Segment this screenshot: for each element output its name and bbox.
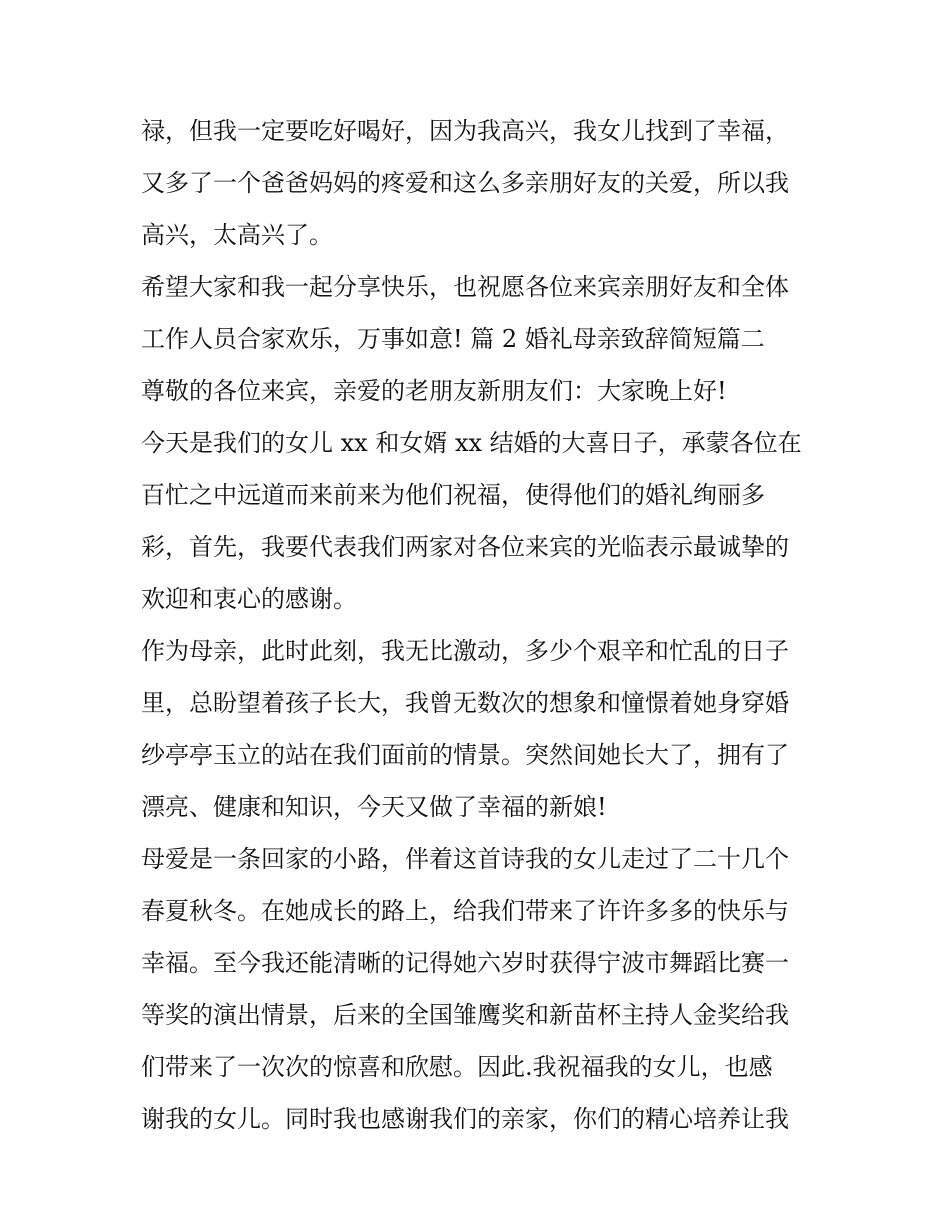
text-line: 禄，但我一定要吃好喝好，因为我高兴，我女儿找到了幸福，	[141, 117, 789, 145]
text-line: 幸福。至今我还能清晰的记得她六岁时获得宁波市舞蹈比赛一	[141, 949, 789, 977]
text-line: 高兴，太高兴了。	[141, 221, 333, 249]
text-line: 春夏秋冬。在她成长的路上，给我们带来了许许多多的快乐与	[141, 897, 789, 925]
text-line: 谢我的女儿。同时我也感谢我们的亲家，你们的精心培养让我	[141, 1105, 789, 1133]
text-line: 作为母亲，此时此刻，我无比激动，多少个艰辛和忙乱的日子	[141, 637, 789, 665]
text-line: 欢迎和衷心的感谢。	[141, 585, 357, 613]
text-line: 今天是我们的女儿 xx 和女婿 xx 结婚的大喜日子，承蒙各位在	[141, 429, 802, 457]
text-line: 希望大家和我一起分享快乐，也祝愿各位来宾亲朋好友和全体	[141, 273, 789, 301]
text-line: 纱亭亭玉立的站在我们面前的情景。突然间她长大了，拥有了	[141, 741, 789, 769]
text-line: 百忙之中远道而来前来为他们祝福，使得他们的婚礼绚丽多	[141, 481, 765, 509]
text-line: 又多了一个爸爸妈妈的疼爱和这么多亲朋好友的关爱，所以我	[141, 169, 789, 197]
text-line: 工作人员合家欢乐，万事如意! 篇 2 婚礼母亲致辞简短篇二	[141, 325, 765, 353]
text-line: 们带来了一次次的惊喜和欣慰。因此.我祝福我的女儿，也感	[141, 1053, 773, 1081]
text-line: 里，总盼望着孩子长大，我曾无数次的想象和憧憬着她身穿婚	[141, 689, 789, 717]
text-line: 等奖的演出情景，后来的全国雏鹰奖和新苗杯主持人金奖给我	[141, 1001, 789, 1029]
text-line: 母爱是一条回家的小路，伴着这首诗我的女儿走过了二十几个	[141, 845, 789, 873]
text-line: 尊敬的各位来宾，亲爱的老朋友新朋友们：大家晚上好!	[141, 377, 727, 405]
text-line: 彩，首先，我要代表我们两家对各位来宾的光临表示最诚挚的	[141, 533, 789, 561]
text-line: 漂亮、健康和知识，今天又做了幸福的新娘!	[141, 793, 607, 821]
document-body	[141, 105, 821, 1145]
